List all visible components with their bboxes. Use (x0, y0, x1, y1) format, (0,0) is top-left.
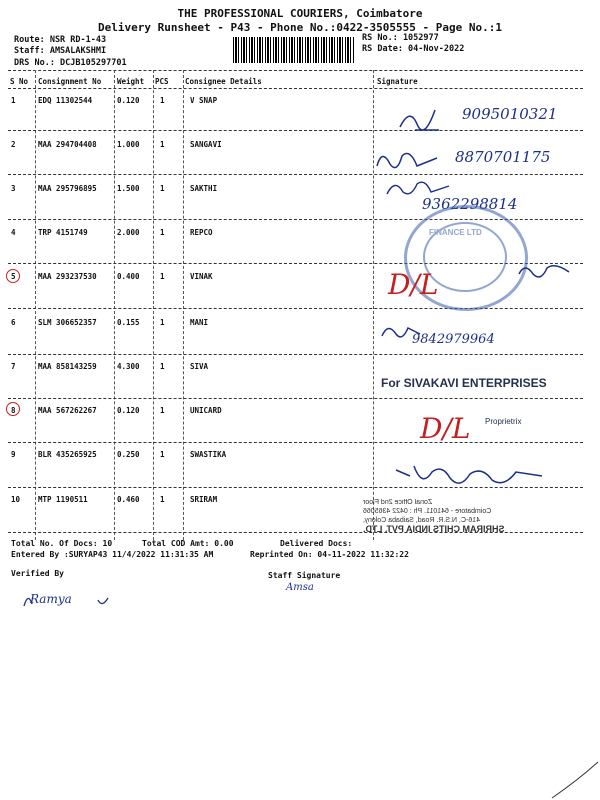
staff-label: Staff: AMSALAKSHMI (14, 46, 107, 56)
row-consignment: MAA 294704408 (38, 140, 97, 149)
row-consignment: MAA 293237530 (38, 272, 97, 281)
row-weight: 0.155 (117, 318, 140, 327)
row-consignee: SANGAVI (190, 140, 222, 149)
entered-by: Entered By :SURYAP43 11/4/2022 11:31:35 AM (11, 550, 214, 559)
row-sno: 1 (11, 96, 16, 105)
row-consignment: SLM 306652357 (38, 318, 97, 327)
row-rule (8, 398, 583, 399)
mirrored-stamp-text (363, 498, 588, 553)
row-consignee: V SNAP (190, 96, 218, 105)
row-weight: 0.250 (117, 450, 140, 459)
row-sno: 4 (11, 228, 16, 237)
mirror-line: SHRIRAM CHITS INDIA PVT. LTD. (363, 524, 505, 534)
row-rule (8, 130, 583, 131)
row-consignee: VINAK (190, 272, 213, 281)
seal-text: FINANCE LTD (429, 228, 482, 237)
row-weight: 1.000 (117, 140, 140, 149)
company-stamp: For SIVAKAVI ENTERPRISES (381, 376, 547, 390)
row-consignment: MAA 858143259 (38, 362, 97, 371)
staff-signature-label: Staff Signature (268, 571, 341, 580)
row-consignment: TRP 4151749 (38, 228, 88, 237)
col-header-consignee: Consignee Details (185, 77, 262, 86)
drs-number: DRS No.: DCJB105297701 (14, 58, 127, 68)
row-consignee: SWASTIKA (190, 450, 227, 459)
mirror-line: 416-C, N.S.R. Road, Saibaba Colony, (363, 517, 480, 524)
row-consignee: MANI (190, 318, 209, 327)
total-docs: Total No. Of Docs: 10 (11, 539, 113, 548)
row-weight: 0.460 (117, 495, 140, 504)
page-title: THE PROFESSIONAL COURIERS, Coimbatore (177, 7, 423, 20)
row-weight: 2.000 (117, 228, 140, 237)
row-consignment: EDQ 11302544 (38, 96, 93, 105)
signature-scribble (20, 590, 115, 612)
delivered-docs: Delivered Docs: (280, 539, 353, 548)
row-rule (8, 442, 583, 443)
col-header-signature: Signature (377, 77, 418, 86)
handwritten-phone: 9842979964 (412, 332, 495, 347)
table-header-rule (8, 88, 583, 89)
rs-number: RS No.: 1052977 (362, 33, 439, 43)
reprinted-on: Reprinted On: 04-11-2022 11:32:22 (250, 550, 409, 559)
row-sno: 6 (11, 318, 16, 327)
col-header-weight: Weight (117, 77, 145, 86)
delivered-mark: D/L (388, 268, 439, 301)
mirror-line: Coimbatore - 641011. Ph : 0422 4365066 (363, 508, 492, 515)
row-pcs: 1 (160, 450, 165, 459)
verified-by-label: Verified By (11, 569, 64, 578)
row-sno: 3 (11, 184, 16, 193)
row-rule (8, 308, 583, 309)
page-corner-fold (548, 760, 600, 800)
row-consignee: REPCO (190, 228, 213, 237)
row-pcs: 1 (160, 495, 165, 504)
col-header-sno: S No (10, 77, 29, 86)
row-weight: 0.400 (117, 272, 140, 281)
row-rule (8, 354, 583, 355)
red-circle-mark (6, 402, 20, 416)
route-label: Route: NSR RD-1-43 (14, 35, 107, 45)
col-header-pcs: PCS (155, 77, 169, 86)
row-sno: 8 (11, 406, 16, 415)
row-weight: 1.500 (117, 184, 140, 193)
row-weight: 0.120 (117, 406, 140, 415)
handwritten-phone: 8870701175 (455, 148, 551, 166)
table-row (0, 362, 600, 374)
row-pcs: 1 (160, 362, 165, 371)
mirror-line: Zonal Office 2nd Floor (363, 499, 433, 506)
row-consignee: SIVA (190, 362, 209, 371)
row-consignee: SAKTHI (190, 184, 218, 193)
row-consignment: MAA 567262267 (38, 406, 97, 415)
row-pcs: 1 (160, 406, 165, 415)
row-pcs: 1 (160, 184, 165, 193)
signature-scribble (515, 258, 575, 286)
proprietrix-label: Proprietrix (485, 417, 522, 426)
row-rule (8, 174, 583, 175)
staff-signature: Amsa (286, 582, 314, 593)
row-sno: 2 (11, 140, 16, 149)
page-subtitle: Delivery Runsheet - P43 - Phone No.:0422-3505555 - Page No.:1 (98, 21, 502, 34)
col-header-consignment: Consignment No (38, 77, 102, 86)
handwritten-phone: 9362298814 (422, 195, 518, 213)
signature-scribble (392, 462, 552, 496)
row-consignment: MAA 295796895 (38, 184, 97, 193)
row-pcs: 1 (160, 228, 165, 237)
verified-signature: Ramya (30, 592, 72, 606)
row-consignment: BLR 435265925 (38, 450, 97, 459)
row-sno: 9 (11, 450, 16, 459)
row-sno: 10 (11, 495, 21, 504)
row-consignee: UNICARD (190, 406, 222, 415)
row-consignee: SRIRAM (190, 495, 218, 504)
row-pcs: 1 (160, 96, 165, 105)
total-cod: Total COD Amt: 0.00 (142, 539, 234, 548)
row-pcs: 1 (160, 140, 165, 149)
row-weight: 4.300 (117, 362, 140, 371)
row-consignment: MTP 1190511 (38, 495, 88, 504)
delivered-mark: D/L (420, 412, 471, 445)
handwritten-phone: 9095010321 (462, 105, 558, 123)
barcode (233, 37, 355, 63)
row-sno: 5 (11, 272, 16, 281)
table-row (0, 318, 600, 330)
signature-scribble (395, 102, 445, 137)
signature-scribble (372, 146, 442, 176)
red-circle-mark (6, 269, 20, 283)
row-pcs: 1 (160, 272, 165, 281)
row-pcs: 1 (160, 318, 165, 327)
table-row (0, 450, 600, 462)
signature-scribble (383, 176, 453, 201)
row-sno: 7 (11, 362, 16, 371)
rs-date: RS Date: 04-Nov-2022 (362, 44, 465, 54)
table-top-rule (8, 70, 583, 71)
row-weight: 0.120 (117, 96, 140, 105)
